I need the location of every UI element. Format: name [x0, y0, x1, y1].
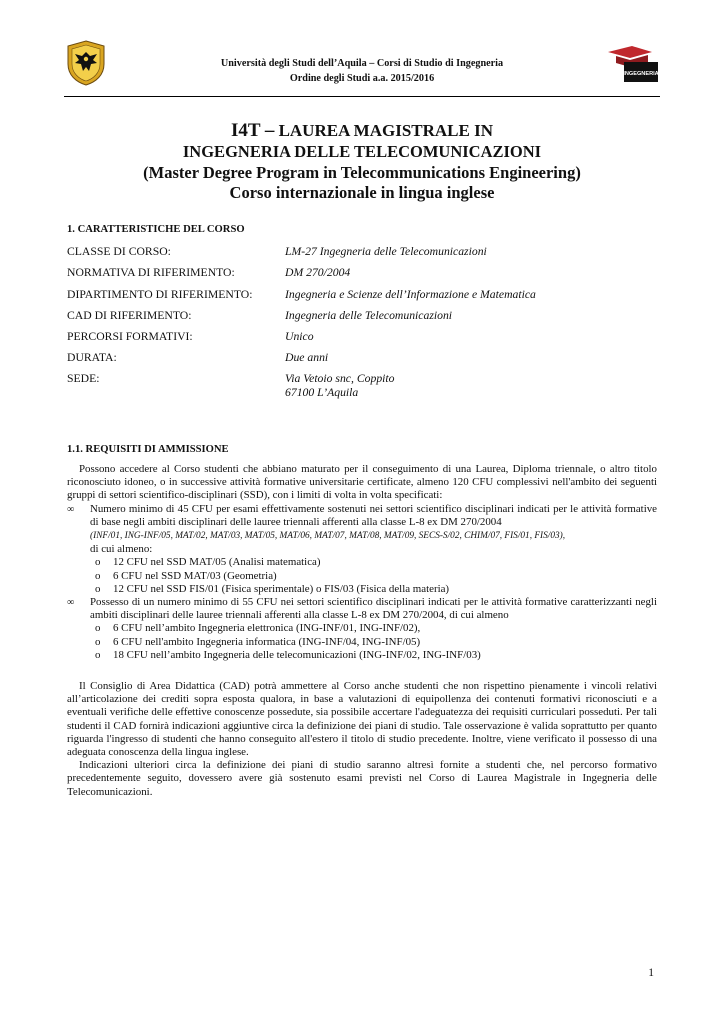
field-label: CLASSE DI CORSO: [67, 245, 171, 258]
document-title [64, 120, 660, 204]
sub-marker: o [95, 582, 101, 595]
sub-text: 12 CFU nel SSD MAT/05 (Analisi matematica) [113, 556, 321, 569]
bullet-marker: ∞ [67, 597, 75, 609]
course-code: I4T [230, 120, 261, 141]
list-item [67, 503, 657, 557]
ssd-open: ( [90, 531, 94, 542]
field-value: DM 270/2004 [285, 266, 351, 279]
title-line-1: LAUREA MAGISTRALE IN [278, 121, 493, 140]
section-heading-1: 1. CARATTERISTICHE DEL CORSO [67, 224, 245, 235]
sub-text: 6 CFU nel SSD MAT/03 (Geometria) [113, 569, 277, 582]
bullet-text: Possesso di un numero minimo di 55 CFU nei settori scientifico disciplinari indicati per le attività formative caratterizzanti negli ambiti disciplinari delle lauree triennali afferenti alla classe L-8 ex DM 270/2004, di cui almeno [90, 596, 657, 622]
field-value: Unico [285, 330, 314, 343]
field-value: Via Vetoio snc, Coppito [285, 372, 395, 385]
sub-list-item [67, 622, 657, 635]
title-line-2: INGEGNERIA DELLE TELECOMUNICAZIONI [182, 142, 542, 161]
page-number: 1 [648, 967, 654, 979]
sub-text: 6 CFU nell’ambito Ingegneria elettronica (ING-INF/01, ING-INF/02), [113, 622, 421, 635]
additional-info-paragraph: Indicazioni ulteriori circa la definizione dei piani di studio saranno altresì fornite a studenti che, nel percorso formativo precedentemente seguito, dovessero avere già sostenuto esami previsti nel Corso di Laurea Magistrale in Ingegneria delle Telecomunicazioni. [67, 759, 657, 798]
sub-list-item [67, 583, 657, 596]
ingegneria-logo [606, 42, 660, 86]
field-label: DURATA: [67, 351, 117, 364]
field-value: Due anni [285, 351, 329, 364]
field-value: Ingegneria e Scienze dell’Informazione e Matematica [285, 288, 536, 301]
field-label: PERCORSI FORMATIVI: [67, 330, 193, 343]
header-line-2: Ordine degli Studi a.a. 2015/2016 [289, 73, 435, 84]
page-header [64, 38, 660, 97]
sub-list-item [67, 649, 657, 662]
sub-marker: o [95, 622, 101, 635]
field-label: DIPARTIMENTO DI RIFERIMENTO: [67, 288, 253, 301]
sub-list-item [67, 556, 657, 569]
field-label: SEDE: [67, 372, 100, 385]
section-heading-1-1: 1.1. REQUISITI DI AMMISSIONE [67, 444, 229, 455]
sub-list-item [67, 570, 657, 583]
sub-text: 18 CFU nell’ambito Ingegneria delle telecomunicazioni (ING-INF/02, ING-INF/03) [113, 648, 481, 661]
field-label: CAD DI RIFERIMENTO: [67, 309, 192, 322]
sub-list-item [67, 636, 657, 649]
sub-text: 12 CFU nel SSD FIS/01 (Fisica sperimentale) o FIS/03 (Fisica della materia) [113, 582, 450, 595]
title-line-3: (Master Degree Program in Telecommunications Engineering) [143, 162, 581, 182]
field-value: Ingegneria delle Telecomunicazioni [285, 309, 453, 322]
sub-marker: o [95, 635, 101, 648]
field-value: 67100 L’Aquila [285, 386, 359, 399]
list-item [67, 596, 657, 622]
header-line-1: Università degli Studi dell’Aquila – Corsi di Studio di Ingegneria [220, 58, 504, 69]
intro-paragraph: Possono accedere al Corso studenti che abbiano maturato per il conseguimento di una Laurea, Diploma triennale, o altro titolo riconosciuto idoneo, o in successive attività formative universitarie certificate, almeno 120 CFU complessivi nell'ambito dei seguenti gruppi di settori scientifico-disciplinari (SSD), con i limiti di volta in volta specificati: [67, 463, 657, 502]
title-line-4: Corso internazionale in lingua inglese [229, 183, 495, 202]
bullet-marker: ∞ [67, 503, 75, 515]
logo-caption: INGEGNERIA [623, 71, 659, 77]
bullet-tail: di cui almeno: [90, 543, 153, 556]
cad-paragraph: Il Consiglio di Area Didattica (CAD) potrà ammettere al Corso anche studenti che non rispettino pienamente i vincoli relativi all’articolazione dei crediti sopra esposta qualora, in base a valutazioni di equipollenza dei contenuti formativi riconosciuti e a eventuali verifiche delle effettive conoscenze possedute, sia possibile accertare l'adeguatezza dei requisiti curriculari posseduti. Per tali studenti il CAD fornirà indicazioni aggiuntive circa la definizione dei piani di studio. Tale osservazione è valida soprattutto per quanto riguarda l'ingresso di studenti che hanno conseguito all'estero il titolo di studio precedente. Inoltre, viene verificato il possesso di una adeguata conoscenza della lingua inglese. [67, 680, 657, 759]
sub-marker: o [95, 648, 101, 661]
bullet-text: Numero minimo di 45 CFU per esami effettivamente sostenuti nei settori scientifico disciplinari indicati per le attività formative di base negli ambiti disciplinari delle lauree triennali afferenti alla classe L-8 ex DM 270/2004 [90, 502, 657, 528]
sub-marker: o [95, 556, 101, 569]
sub-text: 6 CFU nell'ambito Ingegneria informatica (ING-INF/04, ING-INF/05) [113, 635, 421, 648]
university-crest-logo [66, 40, 106, 86]
title-dash: – [264, 120, 275, 141]
field-label: NORMATIVA DI RIFERIMENTO: [67, 266, 235, 279]
ssd-list: INF/01, ING-INF/05, MAT/02, MAT/03, MAT/05, MAT/06, MAT/07, MAT/08, MAT/09, SECS-S/02, CHIM/07, FIS/01, FIS/03), [93, 531, 566, 542]
header-text [144, 56, 580, 86]
sub-marker: o [95, 569, 101, 582]
field-value: LM-27 Ingegneria delle Telecomunicazioni [285, 245, 487, 258]
admission-requirements-body [67, 463, 657, 799]
